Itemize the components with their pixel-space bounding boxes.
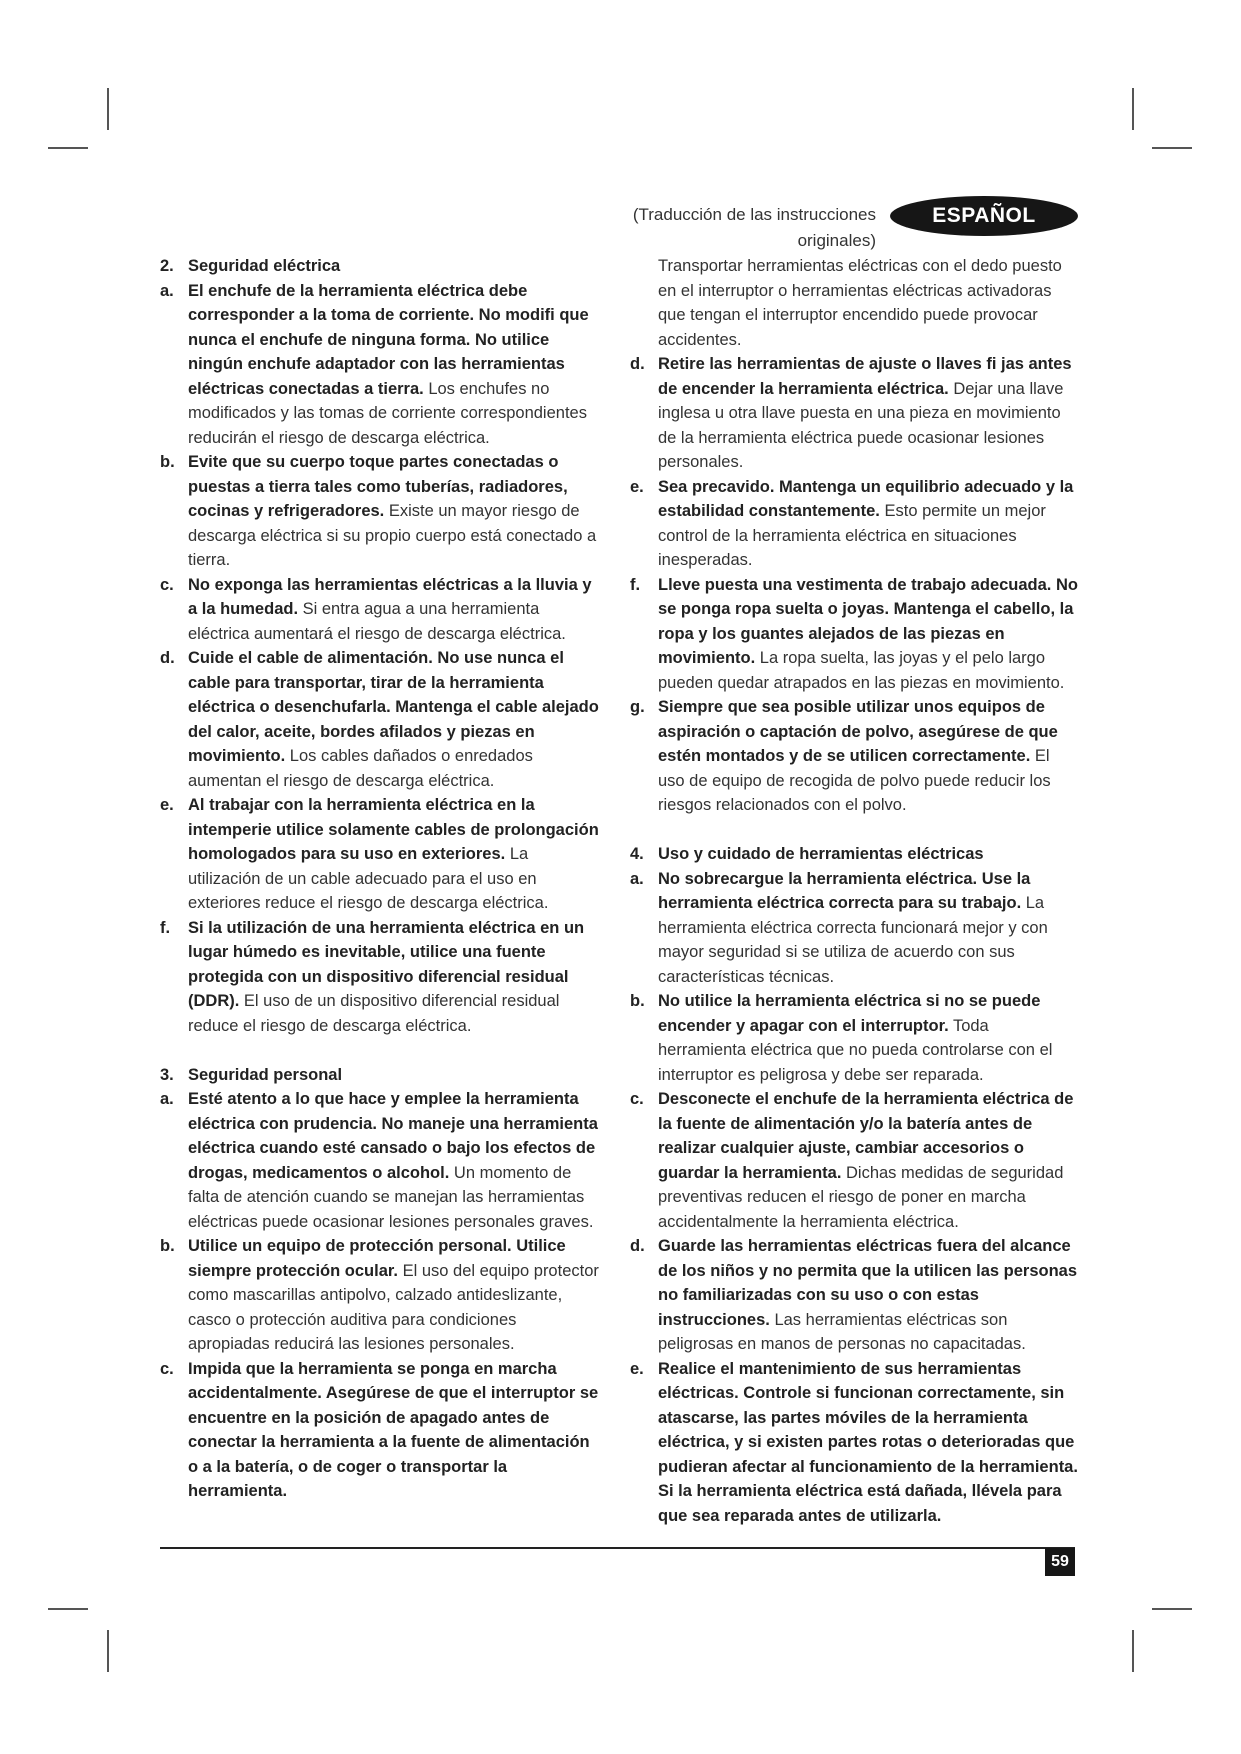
list-item: b. No utilice la herramienta eléctrica si no se puede encender y apagar con el interruptor. Toda herramienta eléctrica que no pueda controlarse con el interruptor es peligrosa y debe ser reparada.: [630, 992, 1053, 1084]
list-item: f. Si la utilización de una herramienta eléctrica en un lugar húmedo es inevitable, utilice una fuente protegida con un dispositivo diferencial residual (DDR). El uso de un dispositivo diferencial residual reduce el riesgo de descarga eléctrica.: [160, 918, 585, 1035]
list-item: a. Esté atento a lo que hace y emplee la herramienta eléctrica con prudencia. No maneje una herramienta eléctrica cuando esté cansado o bajo los efectos de drogas, medicamentos o alcohol. Un momento de falta de atención cuando se manejan las herramientas eléctricas puede ocasionar lesiones personales graves.: [160, 1090, 598, 1231]
crop-mark: [1132, 88, 1134, 130]
list-item: c. Impida que la herramienta se ponga en marcha accidentalmente. Asegúrese de que el interruptor se encuentre en la posición de apagado antes de conectar la herramienta a la fuente de alimentación o a la batería, o de coger o transportar la herramienta.: [160, 1359, 599, 1500]
list-item: e. Sea precavido. Mantenga un equilibrio adecuado y la estabilidad constantemente. Esto permite un mejor control de la herramienta eléctrica en situaciones inesperadas.: [630, 477, 1074, 569]
list-item: c. No exponga las herramientas eléctricas a la lluvia y a la humedad. Si entra agua a una herramienta eléctrica aumentará el riesgo de descarga eléctrica.: [160, 575, 592, 643]
list-item: a. El enchufe de la herramienta eléctrica debe corresponder a la toma de corriente. No modifi que nunca el enchufe de ninguna forma. No utilice ningún enchufe adaptador con las herramientas eléctricas conectadas a tierra. Los enchufes no modificados y las tomas de corriente correspondientes reducirán el riesgo de descarga eléctrica.: [160, 281, 589, 447]
list-item: g. Siempre que sea posible utilizar unos equipos de aspiración o captación de polvo, asegúrese de que estén montados y de se utilicen correctamente. El uso de equipo de recogida de polvo puede reducir los riesgos relacionados con el polvo.: [630, 698, 1058, 814]
section-title: 4. Uso y cuidado de herramientas eléctricas: [630, 845, 984, 863]
list-item: b. Utilice un equipo de protección personal. Utilice siempre protección ocular. El uso del equipo protector como mascarillas antipolvo, calzado antideslizante, casco o protección auditiva para condiciones apropiadas reducirá las lesiones personales.: [160, 1237, 599, 1353]
crop-mark: [1132, 1630, 1134, 1672]
list-item: e. Realice el mantenimiento de sus herramientas eléctricas. Controle si funcionan correctamente, sin atascarse, las partes móviles de la herramienta eléctrica, y si existen partes rotas o deterioradas que pudieran afectar al funcionamiento de la herramienta. Si la herramienta eléctrica está dañada, llévela para que sea reparada antes de utilizarla.: [630, 1359, 1078, 1525]
crop-mark: [107, 88, 109, 130]
list-item: d. Guarde las herramientas eléctricas fuera del alcance de los niños y no permita que la utilicen las personas no familiarizadas con su uso o con estas instrucciones. Las herramientas eléctricas son peligrosas en manos de personas no capacitadas.: [630, 1237, 1078, 1353]
page-number: 59: [1045, 1548, 1075, 1576]
crop-mark: [48, 1608, 88, 1610]
footer-divider: [160, 1547, 1075, 1549]
crop-mark: [1152, 147, 1192, 149]
section-title: 2. Seguridad eléctrica: [160, 257, 341, 275]
crop-mark: [48, 147, 88, 149]
left-column: [160, 254, 600, 1504]
list-item: d. Cuide el cable de alimentación. No use nunca el cable para transportar, tirar de la herramienta eléctrica o desenchufarla. Mantenga el cable alejado del calor, aceite, bordes afilados y piezas en movimiento. Los cables dañados o enredados aumentan el riesgo de descarga eléctrica.: [160, 649, 599, 790]
list-item: e. Al trabajar con la herramienta eléctrica en la intemperie utilice solamente cables de prolongación homologados para su uso en exteriores. La utilización de un cable adecuado para el uso en exteriores reduce el riesgo de descarga eléctrica.: [160, 796, 599, 912]
crop-mark: [1152, 1608, 1192, 1610]
list-item: a. No sobrecargue la herramienta eléctrica. Use la herramienta eléctrica correcta para su trabajo. La herramienta eléctrica correcta funcionará mejor y con mayor seguridad si se utiliza de acuerdo con sus características técnicas.: [630, 869, 1048, 986]
crop-mark: [107, 1630, 109, 1672]
header-caption: (Traducción de las instrucciones originales): [632, 205, 876, 250]
list-item: f. Lleve puesta una vestimenta de trabajo adecuada. No se ponga ropa suelta o joyas. Mantenga el cabello, la ropa y los guantes alejados de las piezas en movimiento. La ropa suelta, las joyas y el pelo largo pueden quedar atrapados en las piezas en movimiento.: [630, 575, 1078, 692]
list-item: b. Evite que su cuerpo toque partes conectadas o puestas a tierra tales como tuberías, radiadores, cocinas y refrigeradores. Existe un mayor riesgo de descarga eléctrica si su propio cuerpo está conectado a tierra.: [160, 453, 597, 569]
language-badge: ESPAÑOL: [890, 196, 1078, 236]
list-item: d. Retire las herramientas de ajuste o llaves fi jas antes de encender la herramienta eléctrica. Dejar una llave inglesa u otra llave puesta en una pieza en movimiento de la herramienta eléctrica puede ocasionar lesiones personales.: [630, 355, 1072, 471]
continuation-text: Transportar herramientas eléctricas con el dedo puesto en el interruptor o herramientas eléctricas activadoras que tengan el interruptor encendido puede provocar accidentes.: [658, 257, 1062, 349]
right-column: [630, 254, 1080, 1528]
list-item: c. Desconecte el enchufe de la herramienta eléctrica de la fuente de alimentación y/o la batería antes de realizar cualquier ajuste, cambiar accesorios o guardar la herramienta. Dichas medidas de seguridad preventivas reducen el riesgo de poner en marcha accidentalmente la herramienta eléctrica.: [630, 1090, 1074, 1231]
section-title: 3. Seguridad personal: [160, 1065, 343, 1084]
